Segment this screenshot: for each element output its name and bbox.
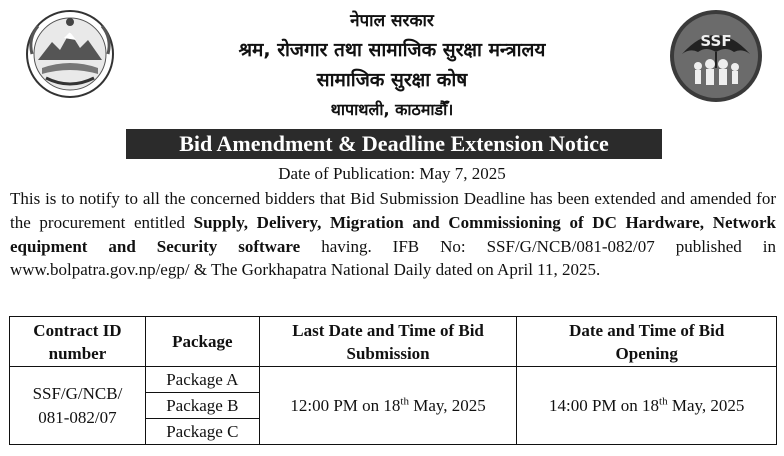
header-contract-id: Contract ID number	[10, 317, 146, 367]
ministry-name: श्रम, रोजगार तथा सामाजिक सुरक्षा मन्त्रालय	[238, 39, 546, 61]
procurement-title: Supply, Delivery, Migration and Commissioning of DC Hardware, Network equipment and Security software	[10, 212, 776, 256]
opening-cell: 14:00 PM on 18th May, 2025	[517, 367, 777, 445]
package-cell: Package B	[145, 393, 259, 419]
notice-body-text-2: having. IFB No: SSF/G/NCB/081-082/07 published in www.bolpatra.gov.np/egp/ & The Gorkhapatra National Daily dated on April 11, 2025.	[10, 236, 777, 280]
package-cell: Package C	[145, 419, 259, 445]
table-header-row	[10, 317, 777, 367]
header-opening: Date and Time of Bid Opening	[517, 317, 777, 367]
table-row	[10, 367, 777, 393]
publication-date: Date of Publication: May 7, 2025	[278, 164, 506, 183]
ssf-logo-text: SSF	[700, 32, 732, 50]
bid-schedule-table	[9, 316, 777, 445]
office-address: थापाथली, काठमाडौँ।	[330, 100, 454, 119]
fund-name: सामाजिक सुरक्षा कोष	[316, 69, 468, 91]
package-cell: Package A	[145, 367, 259, 393]
header-submission: Last Date and Time of Bid Submission	[259, 317, 517, 367]
submission-cell: 12:00 PM on 18th May, 2025	[259, 367, 517, 445]
notice-title: Bid Amendment & Deadline Extension Notice	[126, 129, 662, 159]
header-package: Package	[145, 317, 259, 367]
notice-body-text-1: This is to notify to all the concerned bidders that Bid Submission Deadline has been extended and amended for the procurement entitled	[10, 189, 776, 232]
notice-body	[10, 187, 776, 282]
government-name: नेपाल सरकार	[350, 11, 434, 31]
contract-id-cell: SSF/G/NCB/ 081-082/07	[10, 367, 146, 445]
